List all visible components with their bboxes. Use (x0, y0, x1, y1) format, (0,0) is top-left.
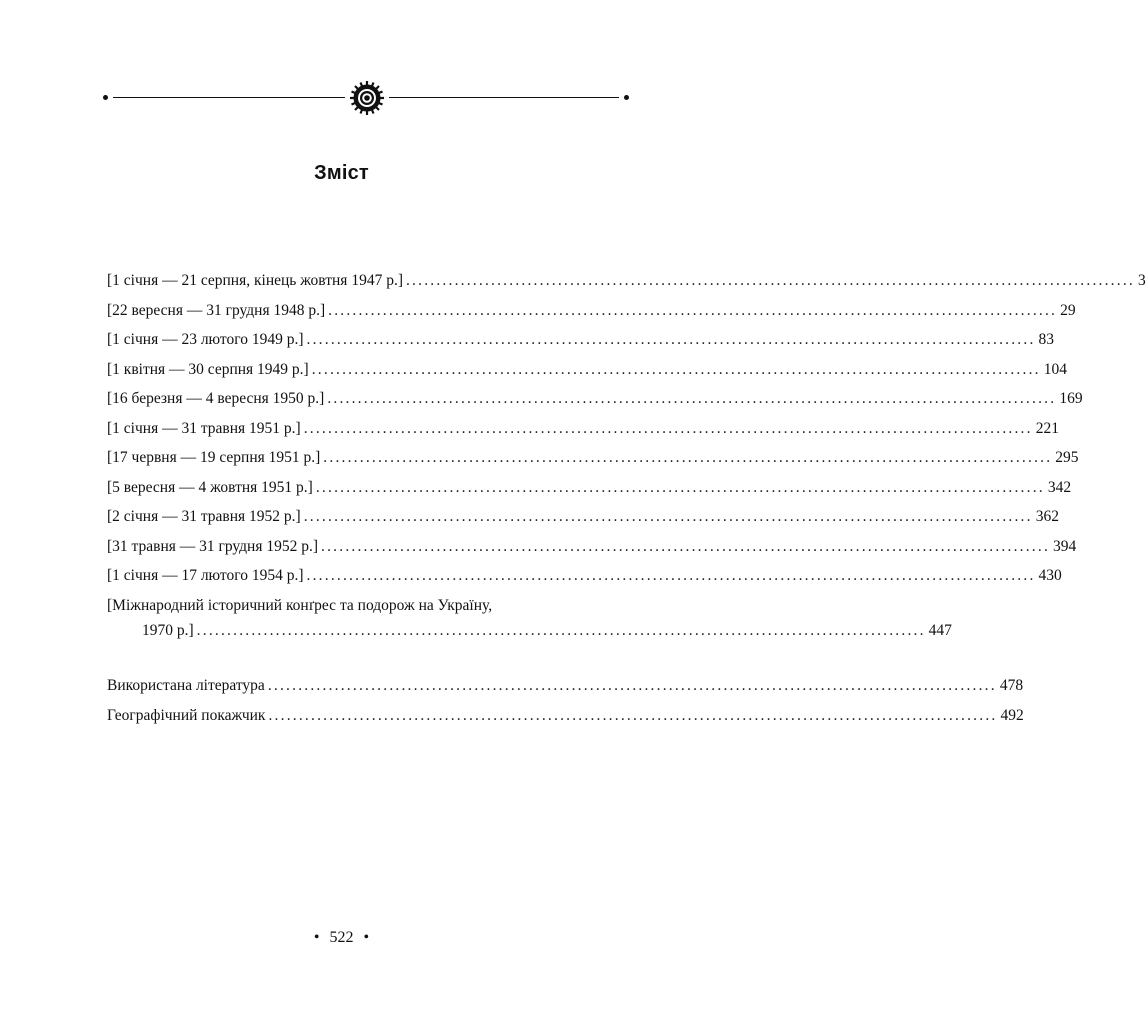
dot-leader: ........................................................................................................................ (321, 537, 1051, 555)
section-spacer (107, 649, 626, 675)
dot-leader: ........................................................................................................................ (268, 706, 998, 724)
toc-entry-label: [1 січня — 17 лютого 1954 р.] (107, 567, 304, 584)
toc-entry-page: 169 (1059, 390, 1083, 407)
ornament-left-dot (103, 95, 108, 100)
header-ornament (103, 80, 629, 116)
toc-entry (107, 506, 1059, 536)
toc-entry-page: 394 (1053, 537, 1077, 555)
ornament-right-dot (624, 95, 629, 100)
page-footer (0, 929, 683, 947)
toc-entry (107, 447, 1079, 477)
toc-entry (107, 388, 1083, 418)
toc-entry-label: [5 вересня — 4 жовтня 1951 р.] (107, 478, 313, 496)
dot-leader: ........................................................................................................................ (315, 478, 1045, 496)
footer-bullet-right: • (363, 929, 370, 946)
page-number: 522 (329, 929, 354, 946)
toc-entry-label: [1 квітня — 30 серпня 1949 р.] (107, 360, 309, 378)
toc-entry-page: 29 (1060, 301, 1076, 319)
dot-leader: ........................................................................................................................ (267, 677, 997, 694)
toc-entry-label-line1: [Міжнародний історичний конґрес та подорож на Україну, (107, 596, 493, 614)
toc-entry (107, 270, 1146, 300)
dot-leader: ........................................................................................................................ (327, 390, 1057, 407)
toc-entry (107, 705, 1024, 735)
toc-entry (107, 536, 1077, 566)
toc-entry (107, 565, 1062, 595)
toc-entry (107, 329, 1055, 359)
toc-entry (107, 300, 1076, 330)
toc-entry-line2 (107, 620, 952, 650)
toc-entry-page: 104 (1043, 360, 1067, 378)
toc-entry-label: Географічний покажчик (107, 706, 266, 724)
toc-entry-label: Використана література (107, 677, 265, 694)
toc-entry-label: [1 січня — 21 серпня, кінець жовтня 1947 р.] (107, 272, 403, 289)
toc-entry-label: [22 вересня — 31 грудня 1948 р.] (107, 301, 326, 319)
dot-leader: ........................................................................................................................ (196, 621, 926, 639)
toc-entry-page: 478 (999, 677, 1024, 694)
dot-leader: ........................................................................................................................ (306, 331, 1036, 348)
dot-leader: ........................................................................................................................ (303, 508, 1033, 525)
toc-entry-label: [1 січня — 31 травня 1951 р.] (107, 419, 301, 437)
toc-entry-label: [31 травня — 31 грудня 1952 р.] (107, 537, 319, 555)
dot-leader: ........................................................................................................................ (405, 272, 1135, 289)
toc-entry-label: [16 березня — 4 вересня 1950 р.] (107, 390, 325, 407)
toc-entry-page: 430 (1038, 567, 1062, 584)
sun-rosette-icon (349, 80, 385, 116)
toc-entry-page: 492 (1000, 706, 1024, 724)
toc-entry-page: 342 (1047, 478, 1072, 496)
page-title: Зміст (314, 162, 369, 184)
toc-entry-label: [2 січня — 31 травня 1952 р.] (107, 508, 301, 525)
toc-entry (107, 359, 1067, 389)
toc-entry-page: 3 (1137, 272, 1146, 289)
toc-entry-label: [17 червня — 19 серпня 1951 р.] (107, 449, 321, 466)
dot-leader: ........................................................................................................................ (306, 567, 1036, 584)
toc-entry-page: 362 (1035, 508, 1059, 525)
toc-entry-page: 295 (1055, 449, 1079, 466)
toc-entry (107, 477, 1072, 507)
toc-entry-multiline (107, 595, 952, 650)
toc-entry-page: 447 (928, 621, 952, 639)
table-of-contents (107, 270, 1146, 734)
ornament-left-line (113, 97, 345, 98)
dot-leader: ........................................................................................................................ (303, 419, 1033, 437)
dot-leader: ........................................................................................................................ (311, 360, 1041, 378)
toc-entry-page: 221 (1035, 419, 1059, 437)
toc-entry (107, 675, 1024, 705)
toc-entry-label: [1 січня — 23 лютого 1949 р.] (107, 331, 304, 348)
toc-entry-label-line2: 1970 р.] (142, 621, 194, 639)
toc-entry-page: 83 (1038, 331, 1055, 348)
toc-back-matter (107, 675, 1024, 734)
dot-leader: ........................................................................................................................ (323, 449, 1053, 466)
toc-entries (107, 270, 1146, 595)
footer-bullet-left: • (313, 929, 320, 946)
toc-entry (107, 418, 1059, 448)
dot-leader: ........................................................................................................................ (328, 301, 1058, 319)
ornament-right-line (389, 97, 619, 98)
